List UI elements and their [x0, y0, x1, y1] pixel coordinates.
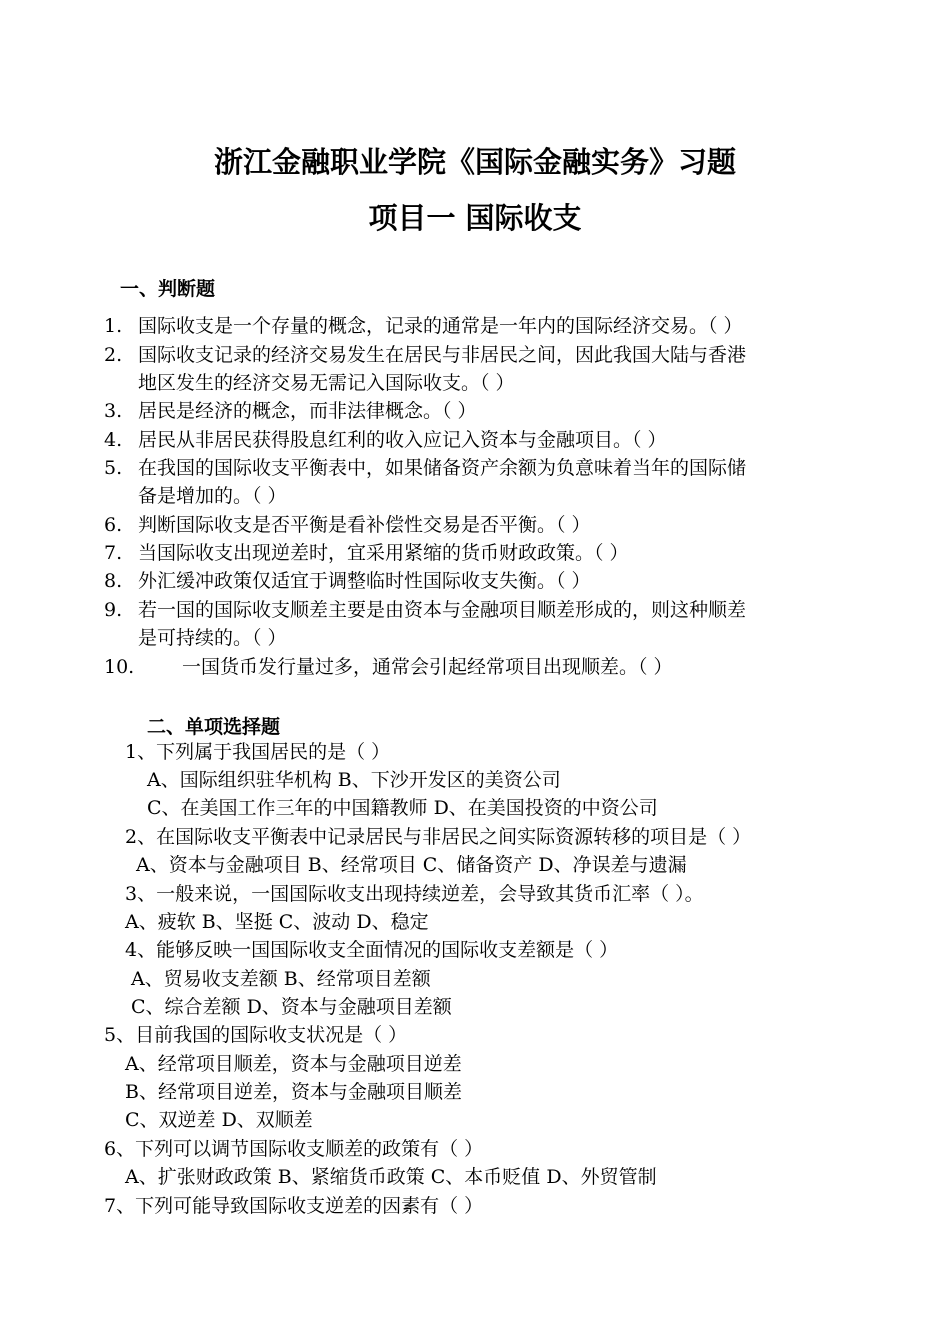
- item-number: 1.: [104, 315, 123, 337]
- document-subtitle: 项目一 国际收支: [368, 201, 582, 235]
- item-text: 当国际收支出现逆差时，宜采用紧缩的货币财政政策。（ ）: [138, 542, 629, 564]
- item-text: 外汇缓冲政策仅适宜于调整临时性国际收支失衡。（ ）: [138, 570, 591, 592]
- item-number: 4.: [104, 429, 123, 451]
- option-line: A、扩张财政政策 B、紧缩货币政策 C、本币贬值 D、外贸管制: [125, 1166, 657, 1188]
- option-line: B、经常项目逆差，资本与金融项目顺差: [125, 1081, 462, 1103]
- item-text: 国际收支是一个存量的概念，记录的通常是一年内的国际经济交易。（ ）: [138, 315, 743, 337]
- question-line: 3、一般来说，一国国际收支出现持续逆差，会导致其货币汇率（ ）。: [125, 883, 704, 905]
- item-text: 居民从非居民获得股息红利的收入应记入资本与金融项目。（ ）: [138, 429, 667, 451]
- question-line: 4、能够反映一国国际收支全面情况的国际收支差额是（ ）: [125, 939, 619, 961]
- section-heading-true-false: 一、判断题: [120, 278, 216, 300]
- item-number: 6.: [104, 514, 123, 536]
- document-title: 浙江金融职业学院《国际金融实务》习题: [213, 145, 736, 179]
- question-line: 6、下列可以调节国际收支顺差的政策有（ ）: [104, 1138, 484, 1160]
- item-text-line1: 在我国的国际收支平衡表中，如果储备资产余额为负意味着当年的国际储: [138, 457, 747, 479]
- item-number: 7.: [104, 542, 123, 564]
- item-text: 判断国际收支是否平衡是看补偿性交易是否平衡。（ ）: [138, 514, 591, 536]
- item-number: 10.: [104, 656, 135, 678]
- item-text-line2: 地区发生的经济交易无需记入国际收支。（ ）: [138, 372, 515, 394]
- item-number: 5.: [104, 457, 123, 479]
- item-text-line1: 若一国的国际收支顺差主要是由资本与金融项目顺差形成的，则这种顺差: [138, 599, 747, 621]
- option-line: A、疲软 B、坚挺 C、波动 D、稳定: [125, 911, 429, 933]
- item-text-line2: 是可持续的。（ ）: [138, 627, 287, 649]
- option-line: A、经常项目顺差，资本与金融项目逆差: [125, 1053, 462, 1075]
- item-number: 8.: [104, 570, 123, 592]
- question-line: 5、目前我国的国际收支状况是（ ）: [104, 1024, 408, 1046]
- item-text-line2: 备是增加的。（ ）: [138, 485, 287, 507]
- option-line: A、国际组织驻华机构 B、下沙开发区的美资公司: [147, 769, 561, 791]
- item-number: 3.: [104, 400, 123, 422]
- option-line: C、在美国工作三年的中国籍教师 D、在美国投资的中资公司: [147, 797, 658, 819]
- option-line: C、综合差额 D、资本与金融项目差额: [131, 996, 452, 1018]
- item-text: 居民是经济的概念，而非法律概念。（ ）: [138, 400, 477, 422]
- item-text-line1: 国际收支记录的经济交易发生在居民与非居民之间，因此我国大陆与香港: [138, 344, 747, 366]
- section-heading-single-choice: 二、单项选择题: [147, 716, 281, 738]
- question-line: 7、下列可能导致国际收支逆差的因素有（ ）: [104, 1195, 484, 1217]
- item-text: 一国货币发行量过多，通常会引起经常项目出现顺差。（ ）: [182, 656, 673, 678]
- item-number: 9.: [104, 599, 123, 621]
- option-line: A、资本与金融项目 B、经常项目 C、储备资产 D、净误差与遗漏: [136, 854, 687, 876]
- option-line: A、贸易收支差额 B、经常项目差额: [131, 968, 431, 990]
- question-line: 1、下列属于我国居民的是（ ）: [125, 741, 391, 763]
- item-number: 2.: [104, 344, 123, 366]
- question-line: 2、在国际收支平衡表中记录居民与非居民之间实际资源转移的项目是（ ）: [125, 826, 752, 848]
- option-line: C、双逆差 D、双顺差: [125, 1109, 313, 1131]
